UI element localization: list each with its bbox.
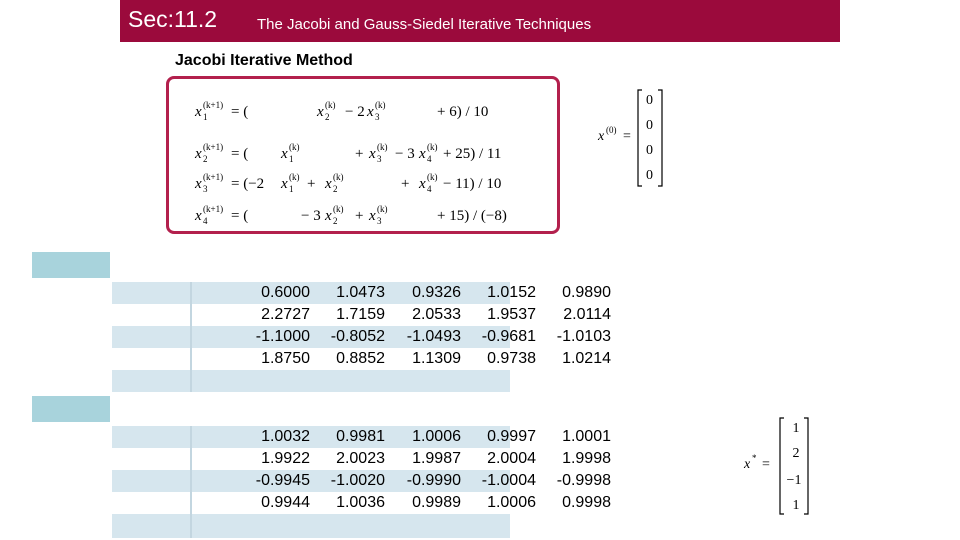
svg-text:4: 4 xyxy=(427,184,432,194)
equation-1 xyxy=(194,100,488,122)
table-cell: 0.9738 xyxy=(487,350,536,367)
table2-col-line xyxy=(190,426,192,538)
svg-text:(k+1): (k+1) xyxy=(203,142,224,152)
table-cell: 2.0114 xyxy=(563,306,611,323)
table-cell: -1.0020 xyxy=(330,472,385,489)
svg-text:=: = xyxy=(762,457,770,472)
table-cell: -0.8052 xyxy=(330,328,385,345)
svg-text:(k): (k) xyxy=(377,142,388,152)
x0-entry: 0 xyxy=(646,143,653,158)
table-cell: -1.1000 xyxy=(255,328,310,345)
table-cell: -0.9681 xyxy=(481,328,536,345)
x0-entry: 0 xyxy=(646,93,653,108)
svg-text:x: x xyxy=(325,208,332,224)
table-cell: 0.9890 xyxy=(562,284,611,301)
svg-text:1: 1 xyxy=(203,112,208,122)
svg-text:x: x xyxy=(369,146,376,162)
svg-text:3: 3 xyxy=(377,154,382,164)
table-cell: 1.7159 xyxy=(336,306,385,323)
table-cell: 1.1309 xyxy=(412,350,461,367)
svg-text:(k): (k) xyxy=(427,142,438,152)
svg-text:(k): (k) xyxy=(325,100,336,110)
svg-text:x: x xyxy=(195,208,202,224)
table-cell: 1.0152 xyxy=(487,284,536,301)
svg-text:x: x xyxy=(598,129,605,144)
section-number: Sec:11.2 xyxy=(128,6,218,32)
svg-text:+: + xyxy=(355,146,364,162)
svg-text:+ 15) / (−8): + 15) / (−8) xyxy=(437,208,507,224)
svg-text:x: x xyxy=(744,457,751,472)
svg-text:1: 1 xyxy=(289,154,294,164)
table-cell: 1.0006 xyxy=(412,428,461,445)
svg-text:x: x xyxy=(195,146,202,162)
table-cell: -0.9945 xyxy=(255,472,310,489)
table2-row-shade xyxy=(112,514,510,538)
table-cell: 1.8750 xyxy=(261,350,310,367)
svg-text:x: x xyxy=(195,176,202,192)
svg-text:4: 4 xyxy=(427,154,432,164)
table-cell: 1.9998 xyxy=(562,450,611,467)
svg-text:(k): (k) xyxy=(375,100,386,110)
table-cell: 1.0214 xyxy=(562,350,611,367)
table-cell: -1.0103 xyxy=(556,328,611,345)
table2-header-cell xyxy=(32,396,110,422)
table-cell: -1.0493 xyxy=(406,328,461,345)
svg-text:2: 2 xyxy=(333,184,338,194)
xstar-entry: 2 xyxy=(792,446,800,461)
svg-text:(k): (k) xyxy=(377,204,388,214)
table-cell: 2.2727 xyxy=(261,306,310,323)
svg-text:(k+1): (k+1) xyxy=(203,172,224,182)
table-cell: -0.9998 xyxy=(556,472,611,489)
x0-entry: 0 xyxy=(646,118,653,133)
svg-text:2: 2 xyxy=(333,216,338,226)
svg-text:x: x xyxy=(419,176,426,192)
x0-vector xyxy=(596,86,670,190)
table-cell: 0.9981 xyxy=(336,428,385,445)
svg-text:+ 25) / 11: + 25) / 11 xyxy=(443,146,502,162)
svg-text:4: 4 xyxy=(203,216,208,226)
svg-text:+: + xyxy=(355,208,364,224)
svg-text:(k): (k) xyxy=(289,172,300,182)
table-cell: 2.0533 xyxy=(412,306,461,323)
table-cell: 0.9997 xyxy=(487,428,536,445)
xstar-entry: −1 xyxy=(786,473,802,488)
svg-text:− 3: − 3 xyxy=(395,146,415,162)
table-cell: 1.9537 xyxy=(487,306,536,323)
table1-col-line xyxy=(190,282,192,392)
svg-text:3: 3 xyxy=(375,112,380,122)
table-cell: 2.0023 xyxy=(336,450,385,467)
table-cell: 1.0473 xyxy=(336,284,385,301)
table-cell: 1.0032 xyxy=(261,428,310,445)
svg-text:+: + xyxy=(307,176,316,192)
svg-text:(k+1): (k+1) xyxy=(203,204,224,214)
equations-box xyxy=(166,76,560,234)
svg-text:x: x xyxy=(325,176,332,192)
title-bar xyxy=(120,0,840,42)
svg-text:*: * xyxy=(752,453,757,463)
svg-text:(0): (0) xyxy=(606,125,617,135)
svg-text:= (−2: = (−2 xyxy=(231,176,265,192)
svg-text:x: x xyxy=(367,104,374,120)
svg-text:− 3: − 3 xyxy=(301,208,321,224)
svg-text:3: 3 xyxy=(203,184,208,194)
xstar-entry: 1 xyxy=(792,498,800,513)
table-cell: 1.0036 xyxy=(336,494,385,511)
svg-text:x: x xyxy=(281,146,288,162)
table1-row-shade xyxy=(112,370,510,392)
table-cell: 1.0006 xyxy=(487,494,536,511)
svg-text:1: 1 xyxy=(289,184,294,194)
svg-text:(k+1): (k+1) xyxy=(203,100,224,110)
svg-text:(k): (k) xyxy=(333,204,344,214)
svg-text:(k): (k) xyxy=(289,142,300,152)
svg-text:= (: = ( xyxy=(231,146,249,162)
slide-title: The Jacobi and Gauss-Siedel Iterative Techniques xyxy=(257,16,592,33)
svg-text:(k): (k) xyxy=(333,172,344,182)
svg-text:= (: = ( xyxy=(231,208,249,224)
svg-text:2: 2 xyxy=(325,112,330,122)
svg-text:x: x xyxy=(195,104,202,120)
svg-text:x: x xyxy=(281,176,288,192)
svg-text:3: 3 xyxy=(377,216,382,226)
table-cell: 1.0001 xyxy=(562,428,611,445)
table-cell: 0.9989 xyxy=(412,494,461,511)
table-cell: -0.9990 xyxy=(406,472,461,489)
table-cell: 0.6000 xyxy=(261,284,310,301)
svg-text:2: 2 xyxy=(203,154,208,164)
svg-text:− 11) / 10: − 11) / 10 xyxy=(443,176,502,192)
equation-4 xyxy=(194,204,507,226)
equation-3 xyxy=(194,172,501,194)
svg-text:x: x xyxy=(317,104,324,120)
equation-2 xyxy=(194,142,501,164)
table-cell: -1.0004 xyxy=(481,472,536,489)
table-cell: 1.9922 xyxy=(261,450,310,467)
table-cell: 0.9944 xyxy=(261,494,310,511)
svg-text:x: x xyxy=(419,146,426,162)
xstar-vector xyxy=(740,414,820,518)
table-cell: 0.9998 xyxy=(562,494,611,511)
jacobi-equations xyxy=(169,79,563,237)
svg-text:+ 6) / 10: + 6) / 10 xyxy=(437,104,489,120)
table1-header-cell xyxy=(32,252,110,278)
x0-entry: 0 xyxy=(646,168,653,183)
xstar-entry: 1 xyxy=(792,421,800,436)
svg-text:(k): (k) xyxy=(427,172,438,182)
table-cell: 2.0004 xyxy=(487,450,536,467)
svg-text:− 2: − 2 xyxy=(345,104,365,120)
svg-text:+: + xyxy=(401,176,410,192)
svg-text:=: = xyxy=(623,129,631,144)
subtitle: Jacobi Iterative Method xyxy=(175,52,353,69)
table-cell: 0.8852 xyxy=(336,350,385,367)
table-cell: 0.9326 xyxy=(412,284,461,301)
svg-text:x: x xyxy=(369,208,376,224)
table-cell: 1.9987 xyxy=(412,450,461,467)
svg-text:= (: = ( xyxy=(231,104,249,120)
